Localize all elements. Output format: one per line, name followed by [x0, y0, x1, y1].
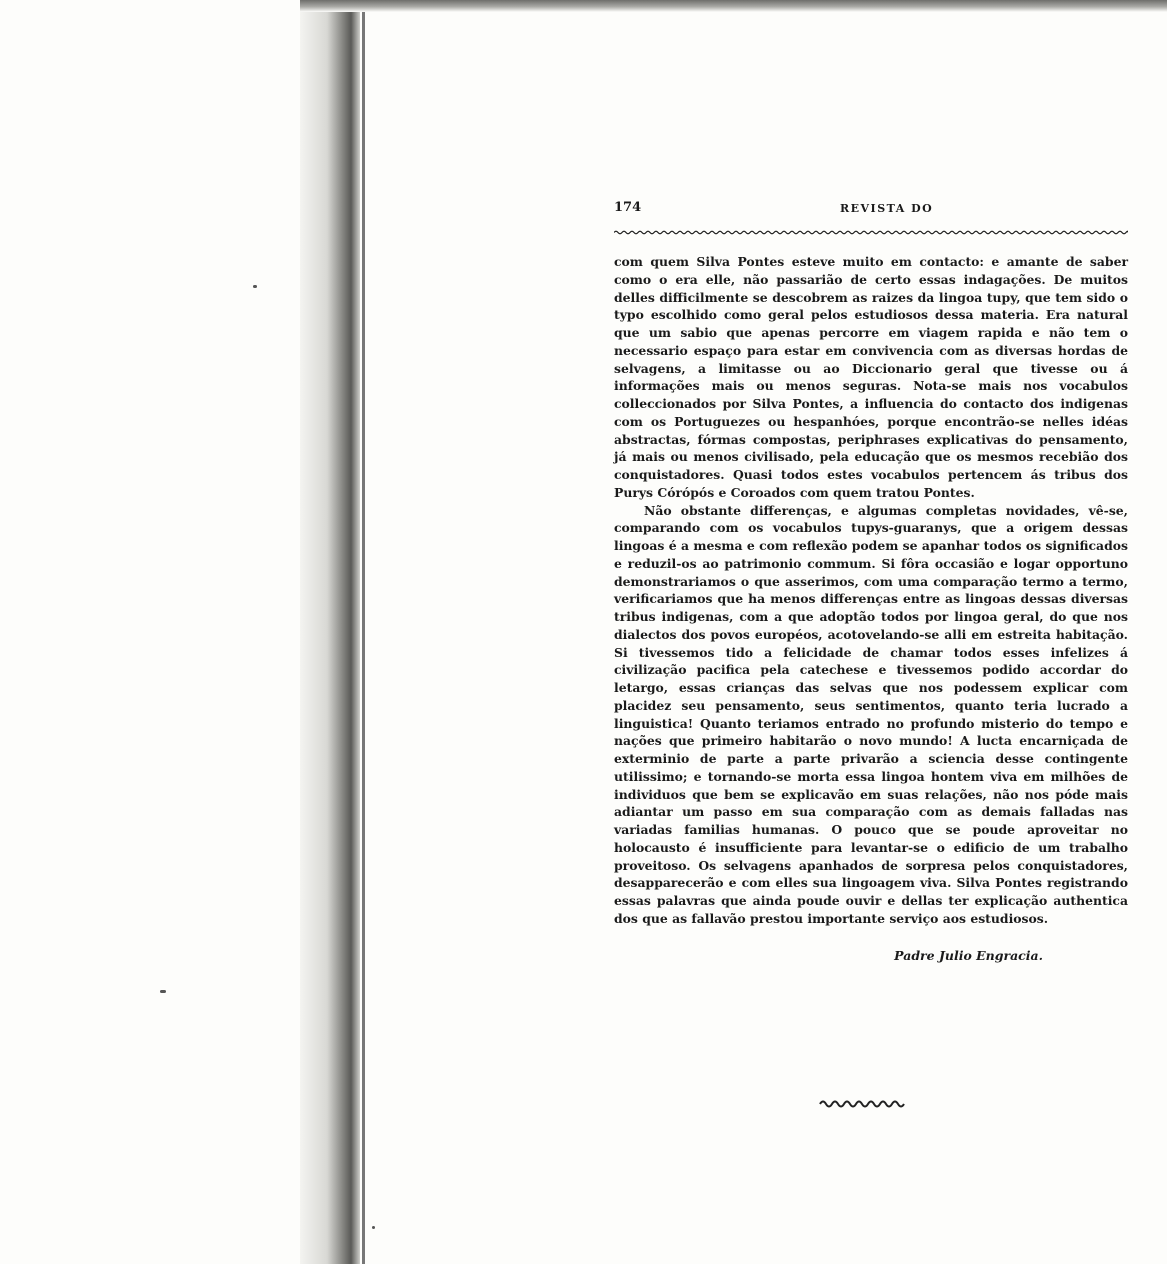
binding-edge	[362, 0, 365, 1264]
page-number: 174	[614, 200, 642, 215]
page-top-edge	[300, 0, 1167, 12]
scan-speck	[160, 990, 166, 993]
scan-speck	[253, 285, 257, 288]
paragraph-1: com quem Silva Pontes esteve muito em contacto: e amante de saber como o era elle, não passarião de certo essas indagações. De muitos delles difficilmente se descobrem as raizes da lingoa tupy, que tem sido o typo escolhido como geral pelos estudiosos dessa materia. Era natural que um sabio que apenas percorre em viagem rapida e não tem o necessario espaço para estar em convivencia com as diversas hordas de selvagens, a limitasse ou ao Diccionario geral que tivesse ou á informações mais ou menos seguras. Nota-se mais nos vocabulos colleccionados por Silva Pontes, a influencia do contacto dos indigenas com os Portuguezes ou hespanhóes, porque encontrão-se nelles idéas abstractas, fórmas compostas, periphrases explicativas do pensamento, já mais ou menos civilisado, pela educação que os mesmos recebião dos conquistadores. Quasi todos estes vocabulos pertencem ás tribus dos Purys Córópós e Coroados com quem tratou Pontes.	[614, 254, 1128, 500]
header-rule	[614, 230, 1128, 235]
document-page	[614, 198, 1128, 963]
article-body	[614, 253, 1128, 928]
book-gutter	[300, 0, 360, 1264]
scan-speck	[372, 1226, 375, 1229]
running-header	[614, 198, 1128, 220]
author-signature: Padre Julio Engracia.	[894, 947, 1043, 963]
running-title: REVISTA DO	[840, 202, 934, 215]
paragraph-2: Não obstante differenças, e algumas completas novidades, vê-se, comparando com os vocabulos tupys-guaranys, que a origem dessas lingoas é a mesma e com reflexão podem se apanhar todos os significados e reduzil-os ao patrimonio commum. Si fôra occasião e logar opportuno demonstrariamos o que asserimos, com uma comparação termo a termo, verificariamos que ha menos differenças entre as lingoas dessas diversas tribus indigenas, com a que adoptão todos por lingoa geral, do que nos dialectos dos povos européos, acotovelando-se alli em estreita habitação. Si tivessemos tido a felicidade de chamar todos esses infelizes á civilização pacifica pela catechese e tivessemos podido accordar do letargo, essas crianças das selvas que nos podessem explicar com placidez seu pensamento, seus sentimentos, quanto teria lucrado a linguistica! Quanto teriamos entrado no profundo misterio do tempo e nações que primeiro habitarão o novo mundo! A lucta encarniçada de exterminio de parte a parte privarão a sciencia desse contingente utilissimo; e tornando-se morta essa lingoa hontem viva em milhões de individuos que bem se explicavão em suas relações, não nos póde mais adiantar um passo em sua comparação com as demais falladas nas variadas familias humanas. O pouco que se poude aproveitar no holocausto é insufficiente para levantar-se o edificio de um trabalho proveitoso. Os selvagens apanhados de sorpresa pelos conquistadores, desapparecerão e com elles sua lingoagem viva. Silva Pontes registrando essas palavras que ainda poude ouvir e dellas ter explicação authentica dos que as fallavão prestou importante serviço aos estudiosos.	[614, 502, 1128, 926]
end-ornament	[818, 1098, 906, 1110]
